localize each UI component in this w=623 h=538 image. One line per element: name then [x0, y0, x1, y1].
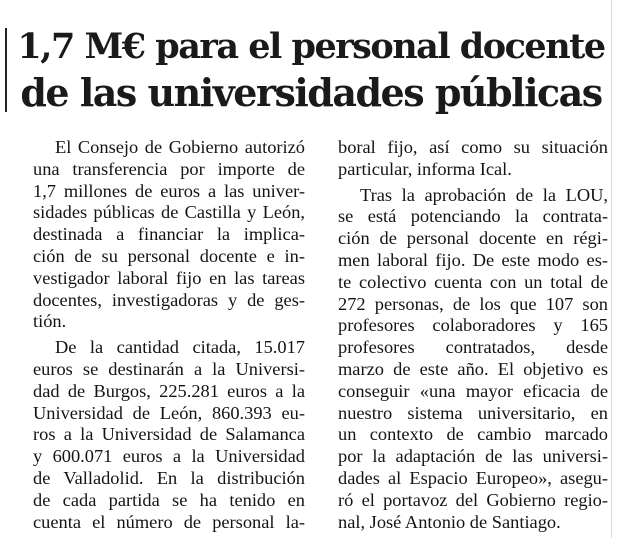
text-line: dad de Burgos, 225.281 euros a la — [33, 380, 305, 401]
text-line: se está potenciando la contrata- — [338, 206, 608, 227]
headline-line-2: de las universidades públicas — [20, 70, 602, 115]
text-line: ción de personal docente en régi- — [338, 228, 608, 249]
text-line: euros se destinarán a la Universi- — [33, 358, 305, 379]
text-line: boral fijo, así como su situación — [338, 137, 608, 157]
text-line: De la cantidad citada, 15.017 — [55, 337, 305, 358]
headline-line-1: 1,7 M€ para el personal docente — [17, 26, 605, 67]
text-line: ró el portavoz del Gobierno regio- — [338, 489, 608, 510]
text-line: particular, informa Ical. — [338, 158, 512, 179]
text-line: de cada partida se ha tenido en — [33, 489, 305, 510]
text-line: Universidad de León, 860.393 eu- — [33, 402, 305, 423]
text-line: nal, José Antonio de Santiago. — [338, 511, 561, 532]
text-line: un contexto de cambio marcado — [338, 424, 608, 445]
text-line: ción de su personal docente e in- — [33, 245, 305, 266]
article-headline — [16, 24, 606, 116]
text-line: tión. — [33, 311, 67, 332]
text-line: El Consejo de Gobierno autorizó — [55, 137, 305, 157]
text-line: ros a la Universidad de Salamanca — [33, 424, 305, 445]
text-line: y 600.071 euros a la Universidad — [33, 446, 305, 467]
text-line: profesores colaboradores y 165 — [338, 315, 608, 336]
page-edge-line — [611, 0, 612, 538]
text-line: nuestro sistema universitario, en — [338, 402, 608, 423]
text-line: cuenta el número de personal la- — [33, 511, 305, 532]
column-rule — [5, 28, 7, 112]
text-line: marzo de este año. El objetivo es — [338, 358, 608, 379]
text-line: vestigador laboral fijo en las tareas — [33, 267, 305, 288]
text-line: 1,7 millones de euros a las univer- — [33, 180, 305, 201]
text-line: dades al Espacio Europeo», asegu- — [338, 467, 608, 488]
text-line: destinada a financiar la implica- — [33, 224, 305, 245]
text-line: de Valladolid. En la distribución — [33, 467, 305, 488]
article-column-right — [338, 137, 608, 533]
text-line: men laboral fijo. De este modo es- — [338, 249, 608, 270]
text-line: Tras la aprobación de la LOU, — [360, 184, 608, 205]
article-column-left — [33, 137, 305, 533]
text-line: una transferencia por importe de — [33, 158, 305, 179]
text-line: te colectivo cuenta con un total de — [338, 271, 608, 292]
text-line: conseguir «una mayor eficacia de — [338, 380, 608, 401]
text-line: docentes, investigadoras y de ges- — [33, 289, 305, 310]
text-line: sidades públicas de Castilla y León, — [33, 202, 305, 223]
text-line: por la adaptación de las universi- — [338, 446, 608, 467]
text-line: profesores contratados, desde — [338, 337, 608, 358]
text-line: 272 personas, de los que 107 son — [338, 293, 608, 314]
